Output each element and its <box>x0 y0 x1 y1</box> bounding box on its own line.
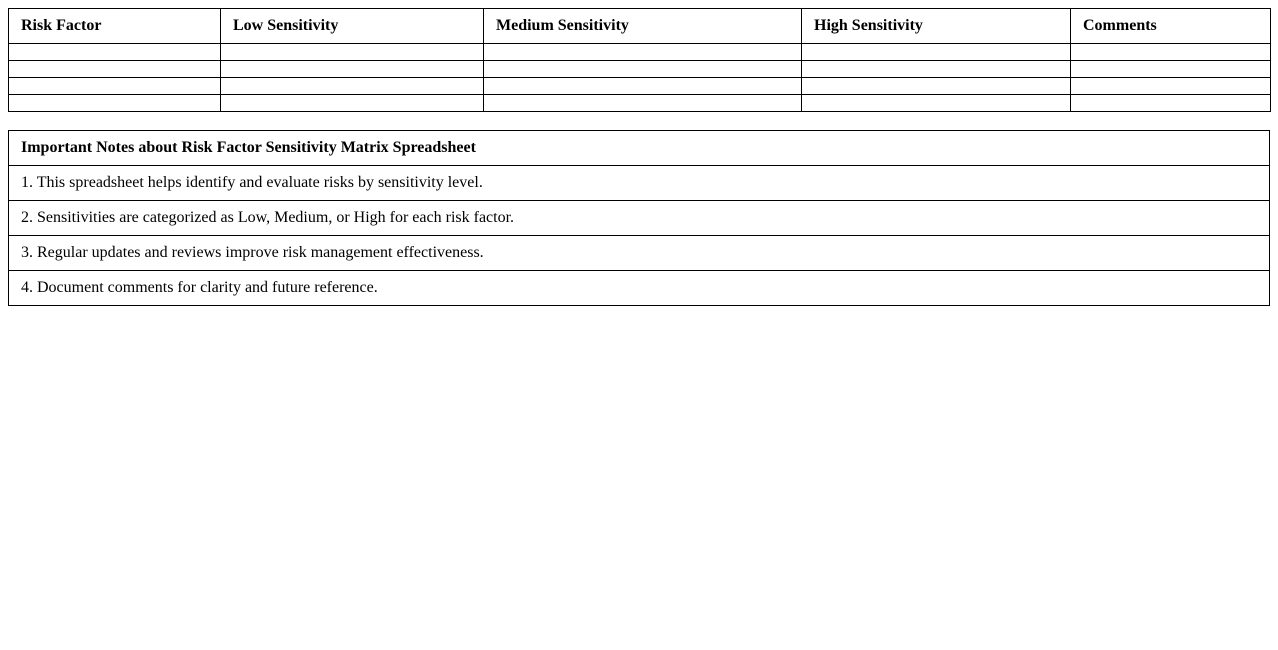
cell-low-sensitivity[interactable] <box>221 44 484 61</box>
header-medium-sensitivity: Medium Sensitivity <box>484 9 802 44</box>
cell-medium-sensitivity[interactable] <box>484 44 802 61</box>
table-row <box>9 95 1271 112</box>
list-item <box>9 271 1270 306</box>
matrix-header-row <box>9 9 1271 44</box>
table-row <box>9 44 1271 61</box>
cell-risk-factor[interactable] <box>9 95 221 112</box>
cell-high-sensitivity[interactable] <box>802 78 1071 95</box>
list-item <box>9 201 1270 236</box>
note-text: 2. Sensitivities are categorized as Low, Medium, or High for each risk factor. <box>9 201 1270 236</box>
list-item <box>9 236 1270 271</box>
header-high-sensitivity: High Sensitivity <box>802 9 1071 44</box>
note-text: 1. This spreadsheet helps identify and evaluate risks by sensitivity level. <box>9 166 1270 201</box>
cell-high-sensitivity[interactable] <box>802 44 1071 61</box>
header-low-sensitivity: Low Sensitivity <box>221 9 484 44</box>
notes-header-row <box>9 131 1270 166</box>
cell-risk-factor[interactable] <box>9 78 221 95</box>
cell-risk-factor[interactable] <box>9 44 221 61</box>
note-text: 4. Document comments for clarity and future reference. <box>9 271 1270 306</box>
cell-comments[interactable] <box>1071 95 1271 112</box>
note-text: 3. Regular updates and reviews improve risk management effectiveness. <box>9 236 1270 271</box>
cell-comments[interactable] <box>1071 61 1271 78</box>
cell-comments[interactable] <box>1071 44 1271 61</box>
cell-medium-sensitivity[interactable] <box>484 78 802 95</box>
list-item <box>9 166 1270 201</box>
risk-sensitivity-matrix-table <box>8 8 1271 112</box>
important-notes-table <box>8 130 1270 306</box>
cell-high-sensitivity[interactable] <box>802 95 1071 112</box>
notes-title: Important Notes about Risk Factor Sensitivity Matrix Spreadsheet <box>9 131 1270 166</box>
table-row <box>9 61 1271 78</box>
cell-risk-factor[interactable] <box>9 61 221 78</box>
cell-low-sensitivity[interactable] <box>221 78 484 95</box>
cell-high-sensitivity[interactable] <box>802 61 1071 78</box>
header-risk-factor: Risk Factor <box>9 9 221 44</box>
cell-comments[interactable] <box>1071 78 1271 95</box>
cell-medium-sensitivity[interactable] <box>484 61 802 78</box>
cell-low-sensitivity[interactable] <box>221 95 484 112</box>
table-row <box>9 78 1271 95</box>
cell-low-sensitivity[interactable] <box>221 61 484 78</box>
header-comments: Comments <box>1071 9 1271 44</box>
cell-medium-sensitivity[interactable] <box>484 95 802 112</box>
